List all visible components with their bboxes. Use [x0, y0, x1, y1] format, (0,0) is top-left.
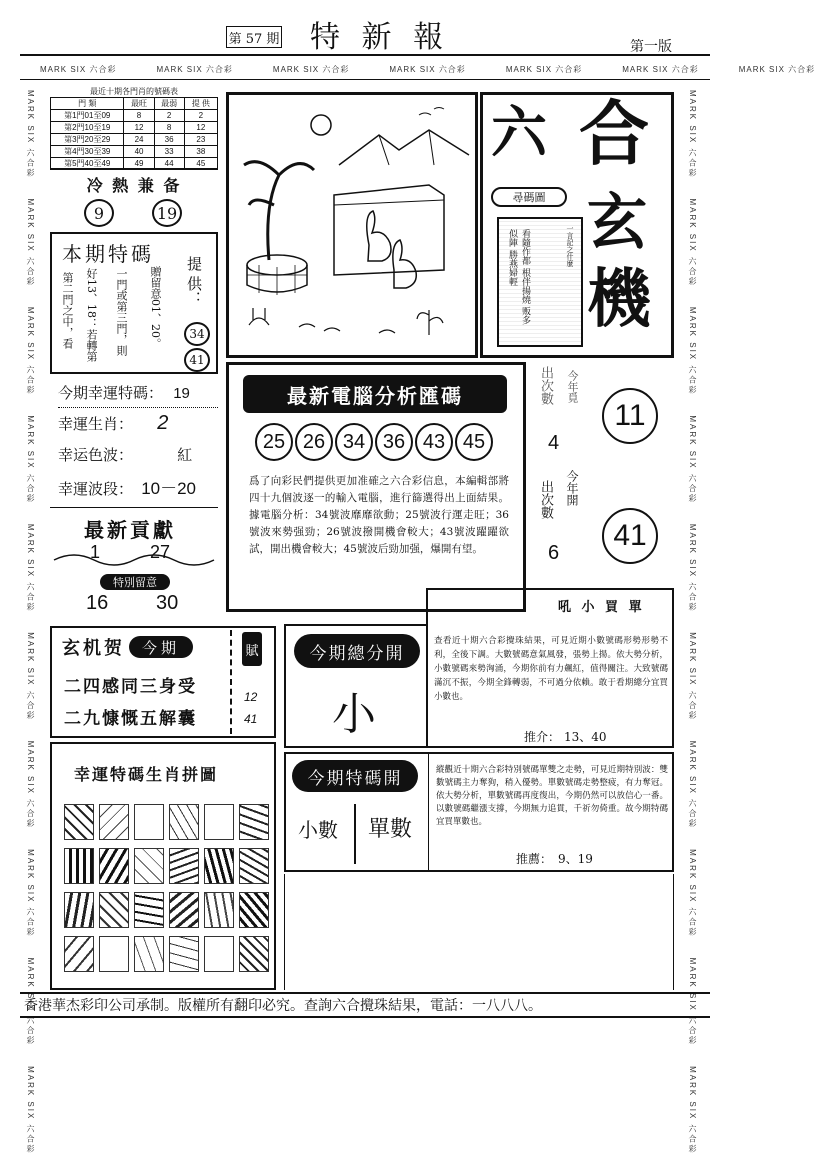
- special-box: [284, 752, 674, 872]
- counts-box: [530, 362, 680, 612]
- issue-number: 第 57 期: [226, 26, 282, 48]
- puzzle-piece: [64, 936, 94, 972]
- xuanji-char: 合: [579, 92, 649, 175]
- banner-text: MARK SIX 六合彩: [505, 65, 583, 74]
- total-pill: 今期總分開: [294, 634, 420, 668]
- xuanji-char: 玄: [587, 188, 647, 258]
- illustration-box: [226, 92, 478, 358]
- lucky-special-value: 19: [173, 385, 190, 402]
- puzzle-piece: [64, 804, 94, 840]
- puzzle-grid: [64, 804, 270, 980]
- analysis-number: 36: [375, 423, 413, 461]
- puzzle-piece: [169, 936, 199, 972]
- lucky-color-row: [58, 444, 218, 470]
- contribution-box: [50, 510, 218, 624]
- this-issue-col: 好13、18：若轉第: [85, 268, 98, 362]
- lucky-special-label: 今期幸運特碼：: [58, 385, 164, 402]
- poem-box: [50, 626, 276, 738]
- lucky-color-value: 紅: [177, 447, 193, 464]
- poem-divider: [230, 630, 232, 734]
- poem-title-left: 玄机贺: [62, 638, 125, 659]
- puzzle-piece: [99, 936, 129, 972]
- xuanji-box: [480, 92, 674, 358]
- count-circle: 41: [602, 508, 658, 564]
- table-row: [51, 122, 218, 134]
- puzzle-piece: [204, 848, 234, 884]
- special-right: 單數: [368, 817, 413, 842]
- shout-recommend-label: 推介：: [524, 730, 561, 744]
- this-issue-col: 第二門之中，看: [61, 272, 74, 349]
- contribution-title: 最新貢獻: [84, 518, 176, 542]
- contribution-number: 30: [156, 592, 179, 614]
- provide-label: 提 供：: [185, 256, 203, 306]
- xuanji-char: 六: [491, 100, 547, 166]
- lucky-color-label: 幸运色波：: [58, 447, 134, 464]
- lucky-range-row: [58, 474, 218, 500]
- special-recommend-value: 9、19: [558, 852, 593, 866]
- banner-text: MARK SIX 六合彩: [272, 65, 350, 74]
- xuanji-char: 機: [587, 262, 651, 337]
- contribution-number: 1: [90, 542, 101, 562]
- table-cell: 24: [124, 134, 154, 146]
- table-row: [51, 146, 218, 158]
- contribution-number: 27: [150, 542, 171, 562]
- special-pill: 今期特碼開: [292, 760, 418, 792]
- puzzle-piece: [134, 804, 164, 840]
- stats-table-caption: 最近十期各門肖的號碼表: [90, 87, 178, 96]
- special-vdivider: [428, 754, 429, 872]
- contribution-number: 16: [86, 592, 109, 614]
- this-issue-title: 本期特碼: [62, 242, 154, 266]
- table-cell: 49: [124, 158, 154, 170]
- banner-text: MARK SIX 六合彩: [156, 65, 233, 74]
- right-banner: MARK SIX 六合彩 MARK SIX 六合彩 MARK SIX 六合彩 MARK SIX 六合彩 MARK SIX 六合彩 MARK SIX 六合彩 MARK SIX 六合彩 MARK SIX 六合彩 MARK SIX 六合彩 MARK SIX 六合彩: [688, 90, 697, 1155]
- count-label-left: 出次數: [538, 366, 553, 405]
- zodiac-puzzle-box: [50, 742, 276, 990]
- poem-title-pill: 今期: [129, 636, 193, 658]
- poem-side-number: 12: [244, 690, 258, 704]
- puzzle-piece: [204, 936, 234, 972]
- count-circle: 11: [602, 388, 658, 444]
- scroll-side: 一言記之什麼: [566, 225, 574, 267]
- shout-recommend: [524, 728, 607, 745]
- table-cell: 2: [154, 110, 184, 122]
- table-cell: 2: [184, 110, 217, 122]
- this-issue-col: 贈留意01、20。: [149, 266, 162, 349]
- wave-divider: [52, 550, 216, 570]
- puzzle-piece: [134, 848, 164, 884]
- header: [20, 10, 710, 56]
- this-issue-col: 一門或第三門，則: [115, 268, 128, 356]
- puzzle-piece: [239, 848, 269, 884]
- zodiac-puzzle-title: 幸運特碼生肖拼圖: [74, 765, 219, 784]
- table-header-row: [51, 98, 218, 110]
- analysis-text: 爲了向彩民們提供更加准確之六合彩信息，本編輯部將四十九個波逐一的輸入電腦，進行篩選得出上面結果。據電腦分析：34號波靡靡欲動；25號波行運走旺；36號波來勢强勁；26號波撥開機會較大；43號波躍躍欲試，開出機會較大；45號波后勁加强，爆開有望。: [249, 475, 509, 555]
- table-cell: 33: [154, 146, 184, 158]
- lucky-zodiac-label: 幸運生肖：: [58, 416, 134, 433]
- table-cell: 第1門01至09: [51, 110, 124, 122]
- lower-right-blank: [284, 874, 674, 990]
- xuanji-tag: 尋碼圖: [491, 187, 567, 207]
- analysis-number: 26: [295, 423, 333, 461]
- lucky-zodiac-row: [58, 412, 218, 440]
- shout-recommend-value: 13、40: [564, 730, 607, 744]
- poem-line: 二九慷慨五解囊: [64, 709, 197, 729]
- analysis-banner: 最新電腦分析匯碼: [243, 375, 507, 413]
- hot-cold-number: 19: [152, 199, 182, 227]
- table-cell: 12: [124, 122, 154, 134]
- table-cell: 38: [184, 146, 217, 158]
- banner-text: MARK SIX 六合彩: [40, 65, 117, 74]
- special-recommend: [516, 850, 593, 867]
- analysis-number: 43: [415, 423, 453, 461]
- shout-text: 查看近十期六合彩攪珠結果，可見近期小數號碼形勢形勢不利，全後下調。大數號碼意氣風發，張勢上揚。依大勢分析，小數號碼來勢洶涌，今期你前有力飆紅，值得關注。大致號碼滿沉不振，今期全鋒轉弱，不可過分依賴。敢于看期總分宜買小數也。: [434, 636, 668, 702]
- hot-cold-title: 冷 熱 兼 备: [86, 176, 182, 195]
- banner-text: MARK SIX 六合彩: [389, 65, 466, 74]
- poem-side-number: 41: [244, 712, 258, 726]
- table-cell: 8: [154, 122, 184, 134]
- table-row: [51, 134, 218, 146]
- lucky-range-value: 10－20: [141, 479, 197, 498]
- special-text: 縱觀近十期六合彩特別號碼單雙之走勢，可見近期特別波：雙數號碼主力奪狗，稍入優勢。單數號碼走勢整疲，有力奪冠。依大勢分析，單數號碼再度復出，今期仍然可以放信心一番。以數號碼繼漲支撐，今期無力追貫，千祈勿倚重。故今期特碼宜買單數也。: [436, 765, 668, 827]
- puzzle-piece: [134, 936, 164, 972]
- analysis-box: [226, 362, 526, 612]
- puzzle-piece: [64, 892, 94, 928]
- puzzle-piece: [169, 804, 199, 840]
- banner-text: MARK SIX 六合彩: [738, 65, 815, 74]
- poem-side-label: 賦: [242, 632, 262, 666]
- analysis-number: 45: [455, 423, 493, 461]
- table-cell: 36: [154, 134, 184, 146]
- puzzle-piece: [169, 848, 199, 884]
- special-left: 小數: [298, 820, 338, 842]
- analysis-number: 25: [255, 423, 293, 461]
- puzzle-piece: [99, 892, 129, 928]
- total-value: 小: [332, 689, 376, 740]
- puzzle-piece: [239, 892, 269, 928]
- table-cell: 第2門10至19: [51, 122, 124, 134]
- edition-label: 第一版: [630, 38, 672, 54]
- stats-table-box: [50, 86, 218, 168]
- puzzle-piece: [99, 848, 129, 884]
- special-recommend-label: 推薦：: [516, 852, 553, 866]
- total-box: [284, 624, 428, 748]
- puzzle-piece: [204, 892, 234, 928]
- lucky-special-row: [58, 382, 218, 408]
- count-label-right: 今年開: [565, 470, 579, 506]
- table-cell: 12: [184, 122, 217, 134]
- analysis-number: 34: [335, 423, 373, 461]
- special-divider: [354, 804, 356, 864]
- provide-number: 34: [184, 322, 210, 346]
- hot-cold-number: 9: [84, 199, 114, 227]
- analysis-numbers: [255, 423, 515, 461]
- table-header: 門 類: [51, 98, 124, 110]
- table-row: [51, 110, 218, 122]
- shout-title: 吼 小 買 單: [558, 600, 645, 615]
- poem-line: 二四感同三身受: [64, 677, 197, 697]
- lucky-range-label: 幸運波段：: [58, 481, 134, 498]
- puzzle-piece: [239, 804, 269, 840]
- table-cell: 40: [124, 146, 154, 158]
- top-banner: [20, 60, 815, 80]
- poem-title: [62, 634, 193, 660]
- provide-number: 41: [184, 348, 210, 372]
- xuanji-scroll: [497, 217, 583, 347]
- count-label-left: 出次數: [538, 480, 553, 519]
- footer-text: 香港華杰彩印公司承制。版權所有翻印必究。查詢六合攪珠結果，電話：一八八八。: [24, 998, 542, 1014]
- puzzle-piece: [64, 848, 94, 884]
- special-attention-badge: 特別留意: [100, 574, 170, 590]
- banner-text: MARK SIX 六合彩: [622, 65, 699, 74]
- puzzle-piece: [204, 804, 234, 840]
- table-cell: 第3門20至29: [51, 134, 124, 146]
- table-cell: 第4門30至39: [51, 146, 124, 158]
- table-header: 提 供: [184, 98, 217, 110]
- garden-illustration: [229, 95, 475, 355]
- left-banner: MARK SIX 六合彩 MARK SIX 六合彩 MARK SIX 六合彩 MARK SIX 六合彩 MARK SIX 六合彩 MARK SIX 六合彩 MARK SIX 六合彩 MARK SIX 六合彩 MARK SIX 六合彩 MARK SIX 六合彩: [26, 90, 35, 1155]
- lucky-zodiac-value: 2: [157, 412, 169, 434]
- this-issue-box: [50, 232, 218, 374]
- table-cell: 23: [184, 134, 217, 146]
- count-value: 6: [548, 542, 560, 564]
- scroll-text: 看隨作都 根伴揚燒 贩多似陣 勝燕婦輕: [507, 229, 530, 325]
- count-value: 4: [548, 432, 560, 454]
- puzzle-piece: [99, 804, 129, 840]
- puzzle-piece: [169, 892, 199, 928]
- table-cell: 第5門40至49: [51, 158, 124, 170]
- table-cell: 45: [184, 158, 217, 170]
- table-cell: 44: [154, 158, 184, 170]
- shout-box: [426, 588, 674, 748]
- table-header: 最弱: [154, 98, 184, 110]
- stats-table: [50, 97, 218, 170]
- puzzle-piece: [239, 936, 269, 972]
- footer: [20, 992, 710, 1018]
- lucky-box: [50, 376, 218, 508]
- count-label-right: 今年覓: [566, 370, 579, 403]
- table-cell: 8: [124, 110, 154, 122]
- page-title: 特 新 報: [310, 20, 450, 55]
- hot-cold-box: [50, 168, 218, 230]
- puzzle-piece: [134, 892, 164, 928]
- table-header: 最旺: [124, 98, 154, 110]
